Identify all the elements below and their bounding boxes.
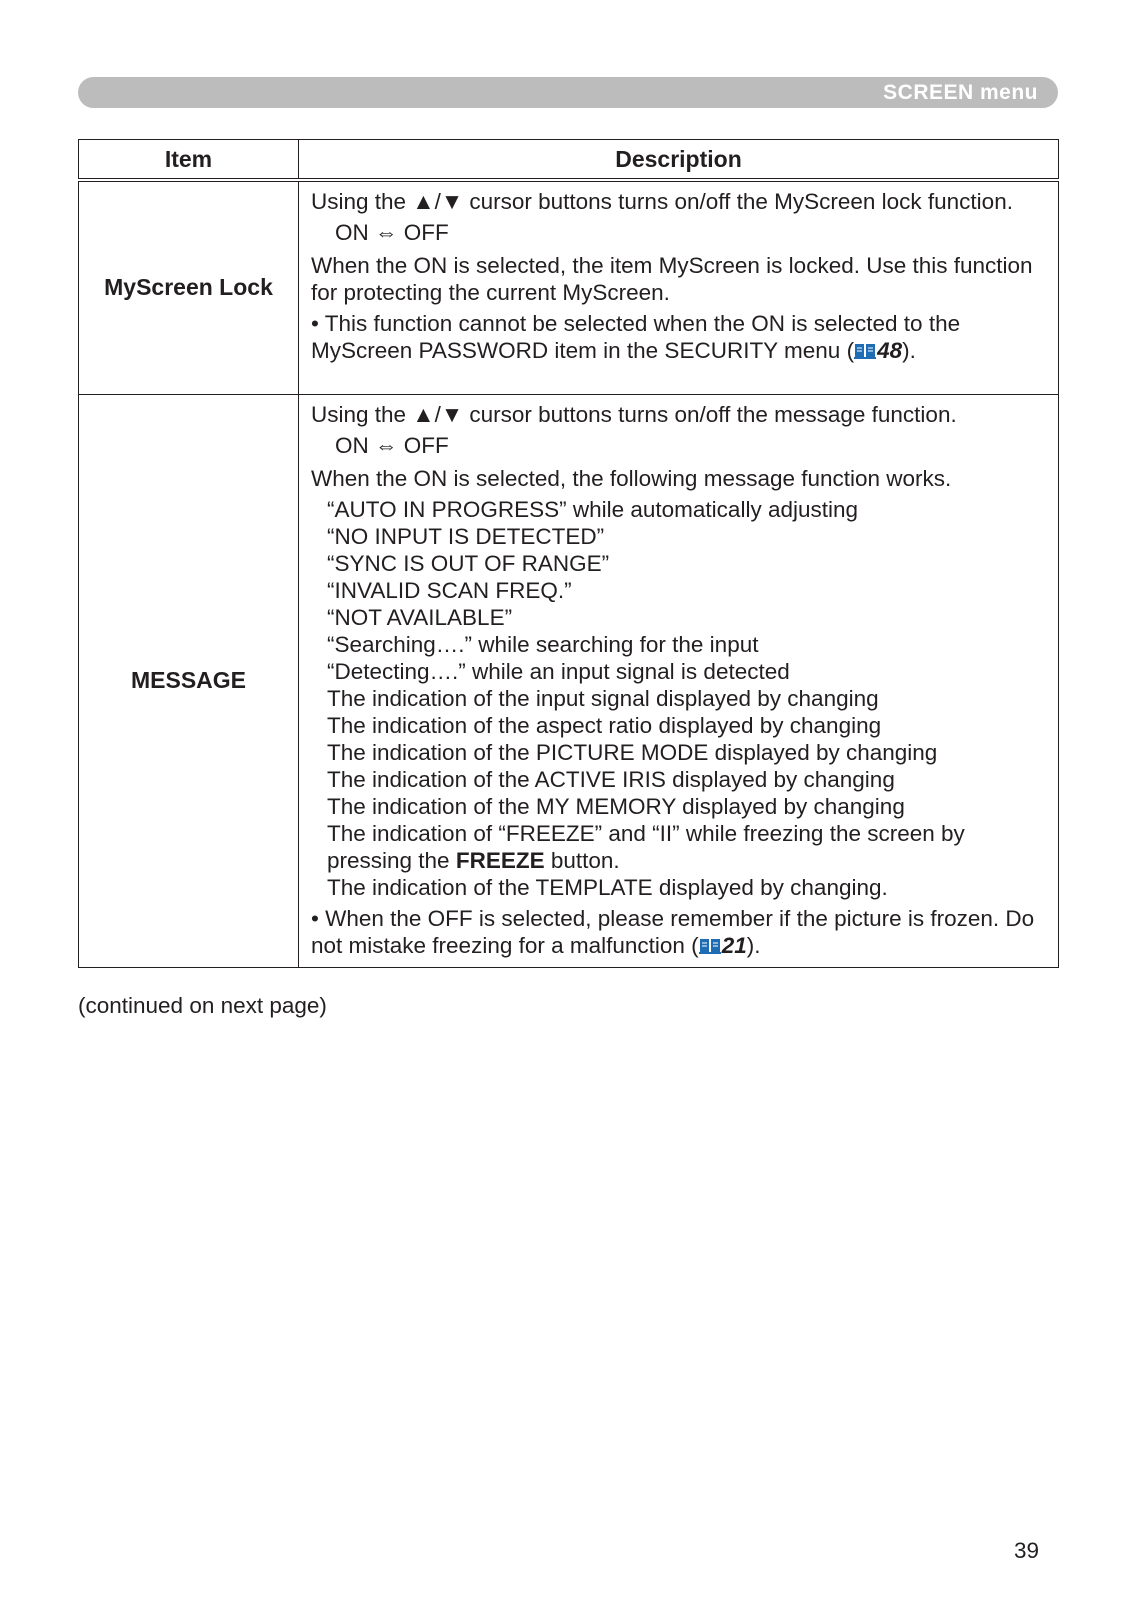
- list-item: The indication of the TEMPLATE displayed by changing.: [327, 874, 888, 900]
- note-text-start: • This function cannot be selected when the ON is selected to the MyScreen PASSWORD item in the SECURITY menu (: [311, 311, 961, 363]
- page-number: 39: [1014, 1538, 1040, 1563]
- note-text: [311, 905, 1050, 959]
- toggle-options: ON ⇔ OFF: [335, 432, 449, 458]
- toggle-options: ON ⇔ OFF: [335, 220, 449, 245]
- note-text-end: ).: [902, 338, 916, 363]
- list-item: The indication of the PICTURE MODE displayed by changing: [327, 739, 938, 765]
- table-row: [79, 180, 1059, 394]
- list-item: [327, 820, 1050, 874]
- page-reference[interactable]: 21: [721, 932, 747, 958]
- list-item: “AUTO IN PROGRESS” while automatically adjusting: [327, 496, 859, 522]
- list-item: “Searching….” while searching for the input: [327, 631, 759, 657]
- note-text-end: ).: [746, 932, 761, 958]
- menu-table: [78, 139, 1059, 968]
- table-header-row: [79, 140, 1059, 181]
- header-bar: [78, 77, 1058, 108]
- list-item: “Detecting….” while an input signal is detected: [327, 658, 790, 684]
- list-item: “NOT AVAILABLE”: [327, 604, 513, 630]
- list-item: The indication of the MY MEMORY displayed by changing: [327, 793, 905, 819]
- list-item: The indication of the input signal displayed by changing: [327, 685, 879, 711]
- note-text-start: • When the OFF is selected, please remember if the picture is frozen. Do not mistake freezing for a malfunction (: [311, 905, 1035, 958]
- column-header-item: Item: [79, 140, 299, 181]
- book-reference-icon: [854, 342, 876, 360]
- list-item: “NO INPUT IS DETECTED”: [327, 523, 605, 549]
- freeze-text-start: The indication of “FREEZE” and “II” while freezing the screen by pressing the: [327, 820, 965, 873]
- description-cell: [299, 180, 1059, 394]
- book-reference-icon: [699, 937, 721, 955]
- description-text: Using the ▲/▼ cursor buttons turns on/off the MyScreen lock function.: [311, 189, 1013, 214]
- freeze-button-label: FREEZE: [455, 847, 545, 873]
- description-text: Using the ▲/▼ cursor buttons turns on/off the message function.: [311, 401, 957, 427]
- message-list: [311, 496, 1050, 901]
- continued-note: (continued on next page): [78, 993, 327, 1018]
- freeze-text-end: button.: [544, 847, 620, 873]
- description-text: When the ON is selected, the following message function works.: [311, 465, 952, 491]
- list-item: The indication of the ACTIVE IRIS displayed by changing: [327, 766, 895, 792]
- header-title: SCREEN menu: [883, 81, 1038, 104]
- page-reference[interactable]: 48: [877, 338, 903, 363]
- description-cell: [299, 394, 1059, 967]
- list-item: The indication of the aspect ratio displayed by changing: [327, 712, 882, 738]
- table-row: [79, 394, 1059, 967]
- column-header-description: Description: [299, 140, 1059, 181]
- list-item: “SYNC IS OUT OF RANGE”: [327, 550, 610, 576]
- item-name: MESSAGE: [79, 394, 299, 967]
- note-text: [311, 310, 1050, 364]
- list-item: “INVALID SCAN FREQ.”: [327, 577, 572, 603]
- description-text: When the ON is selected, the item MyScreen is locked. Use this function for protecting the current MyScreen.: [311, 253, 1033, 305]
- item-name: MyScreen Lock: [79, 180, 299, 394]
